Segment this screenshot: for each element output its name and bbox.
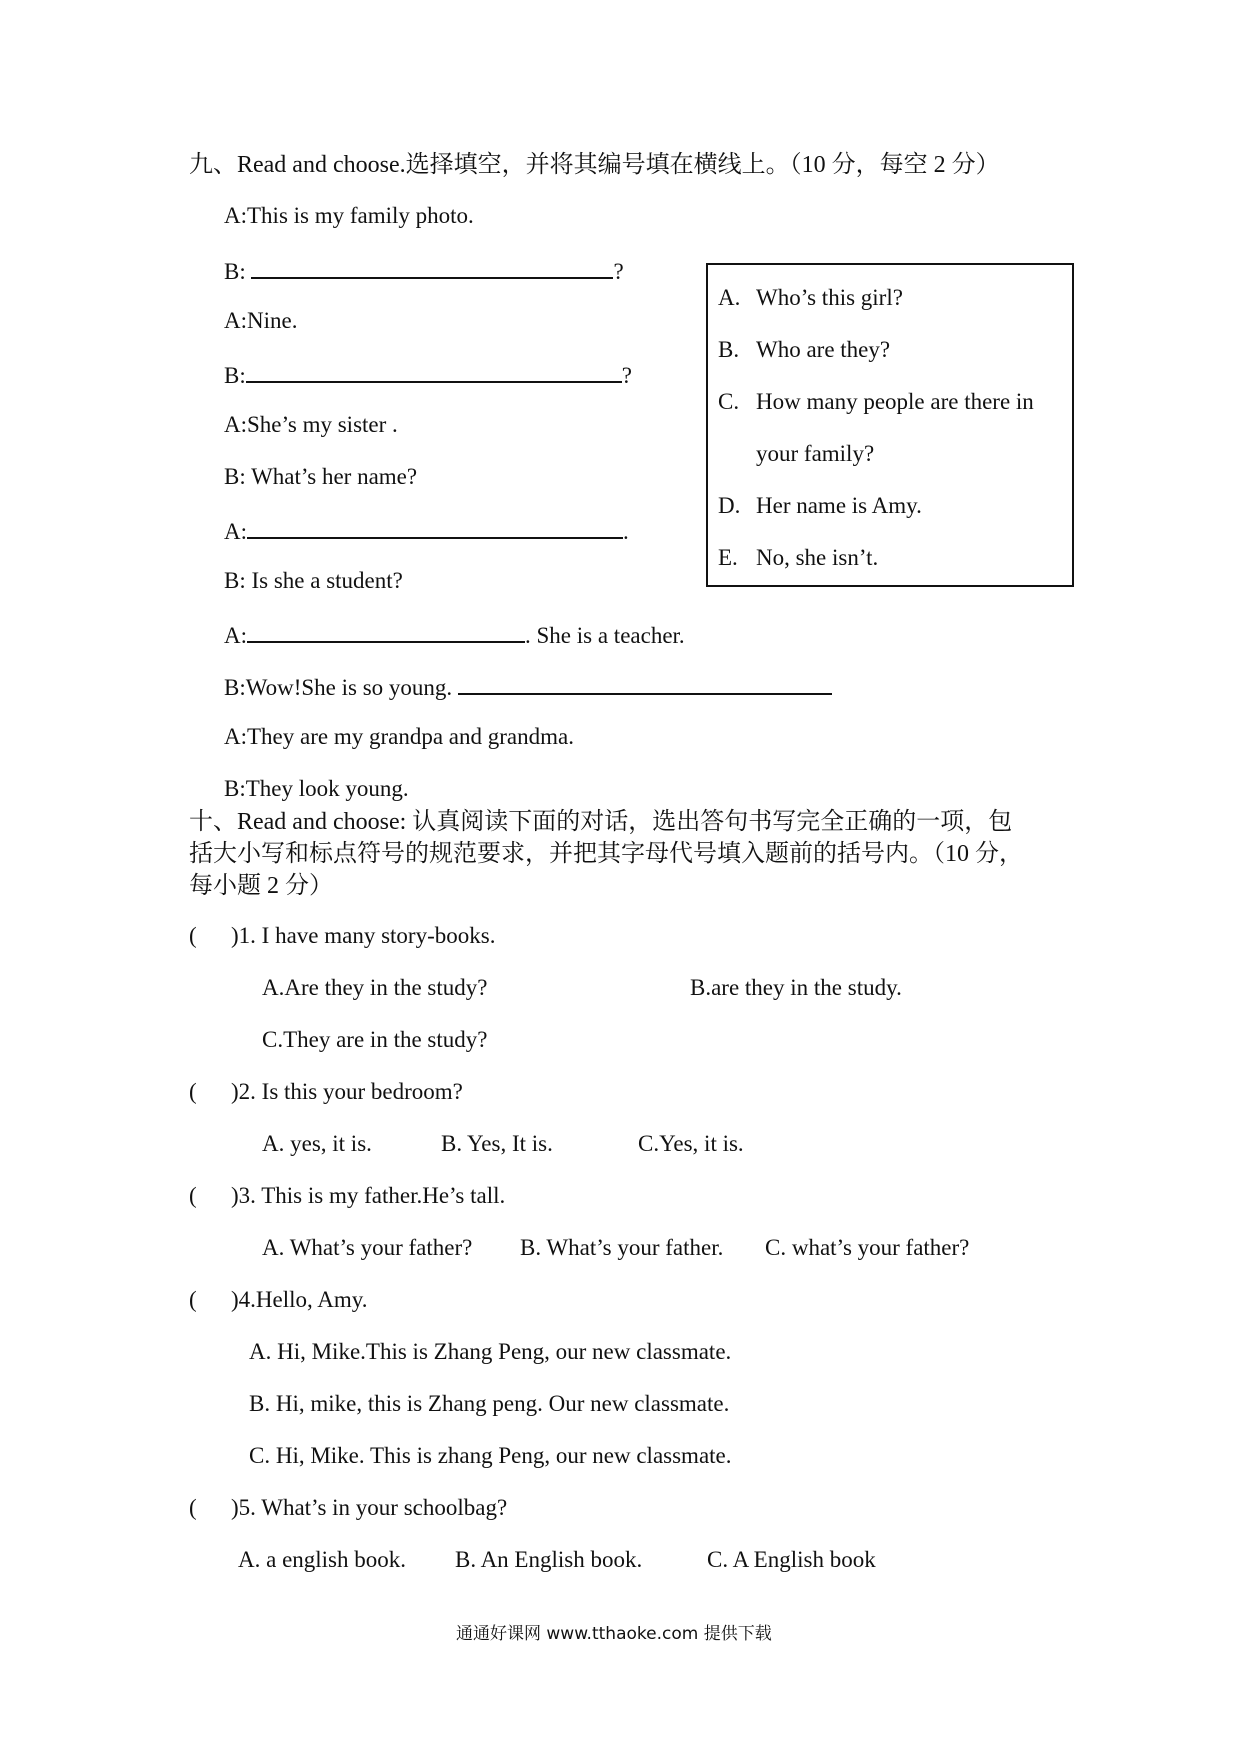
- line-suffix: . She is a teacher.: [525, 623, 685, 648]
- question-1-option-b: B.are they in the study.: [690, 975, 902, 1000]
- question-3-option-a: A. What’s your father?: [262, 1235, 473, 1260]
- option-letter: C.: [718, 389, 740, 414]
- dialogue-line-4: [224, 359, 632, 390]
- question-3-stem: )3. This is my father.He’s tall.: [231, 1183, 506, 1208]
- dialogue-line-11: A:They are my grandpa and grandma.: [224, 724, 574, 749]
- dialogue-line-10: [224, 671, 832, 702]
- line-prefix: B:Wow!She is so young.: [224, 675, 458, 700]
- option-a: [718, 284, 903, 312]
- dialogue-line-8: B: Is she a student?: [224, 568, 403, 593]
- page-footer: 通通好课网 www.tthaoke.com 提供下载: [456, 1624, 772, 1644]
- answer-blank-1[interactable]: [251, 255, 613, 279]
- question-3-option-b: B. What’s your father.: [520, 1235, 724, 1260]
- question-1-bracket[interactable]: (: [189, 923, 197, 948]
- question-5-option-a: A. a english book.: [238, 1547, 407, 1572]
- option-c: [718, 388, 1034, 416]
- option-d: [718, 492, 922, 520]
- dialogue-line-7: [224, 515, 629, 546]
- line-prefix: A:: [224, 623, 247, 648]
- question-2-stem: )2. Is this your bedroom?: [231, 1079, 463, 1104]
- question-5-option-c: C. A English book: [707, 1547, 876, 1572]
- question-2-bracket[interactable]: (: [189, 1079, 197, 1104]
- dialogue-line-2: [224, 255, 624, 286]
- question-1-stem: )1. I have many story-books.: [231, 923, 496, 948]
- dialogue-line-5: A:She’s my sister .: [224, 412, 398, 437]
- option-text: Her name is Amy.: [756, 493, 922, 518]
- answer-blank-5[interactable]: [458, 671, 832, 695]
- question-1-option-a: A.Are they in the study?: [262, 975, 488, 1000]
- option-letter: B.: [718, 337, 740, 362]
- question-4-stem: )4.Hello, Amy.: [231, 1287, 368, 1312]
- option-text: How many people are there in: [756, 389, 1034, 414]
- line-prefix: B:: [224, 363, 246, 388]
- line-suffix: ?: [621, 363, 632, 388]
- option-letter: A.: [718, 285, 741, 310]
- line-prefix: A:: [224, 519, 247, 544]
- line-suffix: ?: [613, 259, 624, 284]
- option-c-continued: your family?: [756, 441, 875, 466]
- option-letter: E.: [718, 545, 738, 570]
- question-1-option-c: C.They are in the study?: [262, 1027, 488, 1052]
- question-5-option-b: B. An English book.: [455, 1547, 643, 1572]
- section-10-title-line-2: 括大小写和标点符号的规范要求，并把其字母代号填入题前的括号内。（10 分，: [189, 841, 1023, 867]
- line-suffix: .: [623, 519, 629, 544]
- dialogue-line-3: A:Nine.: [224, 308, 298, 333]
- option-text: Who’s this girl?: [756, 285, 903, 310]
- question-3-option-c: C. what’s your father?: [765, 1235, 970, 1260]
- question-4-bracket[interactable]: (: [189, 1287, 197, 1312]
- question-2-option-c: C.Yes, it is.: [638, 1131, 744, 1156]
- question-2-option-a: A. yes, it is.: [262, 1131, 372, 1156]
- question-4-option-c: C. Hi, Mike. This is zhang Peng, our new classmate.: [249, 1443, 732, 1468]
- section-10-title-line-1: 十、Read and choose: 认真阅读下面的对话，选出答句书写完全正确的一项，包: [189, 809, 1013, 835]
- option-text: No, she isn’t.: [756, 545, 879, 570]
- option-e: [718, 544, 879, 572]
- dialogue-line-6: B: What’s her name?: [224, 464, 418, 489]
- dialogue-line-9: [224, 619, 685, 650]
- dialogue-line-1: A:This is my family photo.: [224, 203, 474, 228]
- section-10-title-line-3: 每小题 2 分）: [189, 873, 333, 899]
- question-4-option-b: B. Hi, mike, this is Zhang peng. Our new classmate.: [249, 1391, 730, 1416]
- question-5-stem: )5. What’s in your schoolbag?: [231, 1495, 508, 1520]
- line-prefix: B:: [224, 259, 252, 284]
- option-text: Who are they?: [756, 337, 891, 362]
- answer-blank-4[interactable]: [247, 619, 525, 643]
- question-2-option-b: B. Yes, It is.: [441, 1131, 553, 1156]
- option-b: [718, 336, 891, 364]
- question-4-option-a: A. Hi, Mike.This is Zhang Peng, our new classmate.: [249, 1339, 732, 1364]
- question-3-bracket[interactable]: (: [189, 1183, 197, 1208]
- section-9-title: 九、Read and choose.选择填空，并将其编号填在横线上。（10 分，每空 2 分）: [189, 152, 1000, 178]
- option-letter: D.: [718, 493, 741, 518]
- answer-blank-3[interactable]: [247, 515, 623, 539]
- dialogue-line-12: B:They look young.: [224, 776, 409, 801]
- answer-blank-2[interactable]: [246, 359, 622, 383]
- question-5-bracket[interactable]: (: [189, 1495, 197, 1520]
